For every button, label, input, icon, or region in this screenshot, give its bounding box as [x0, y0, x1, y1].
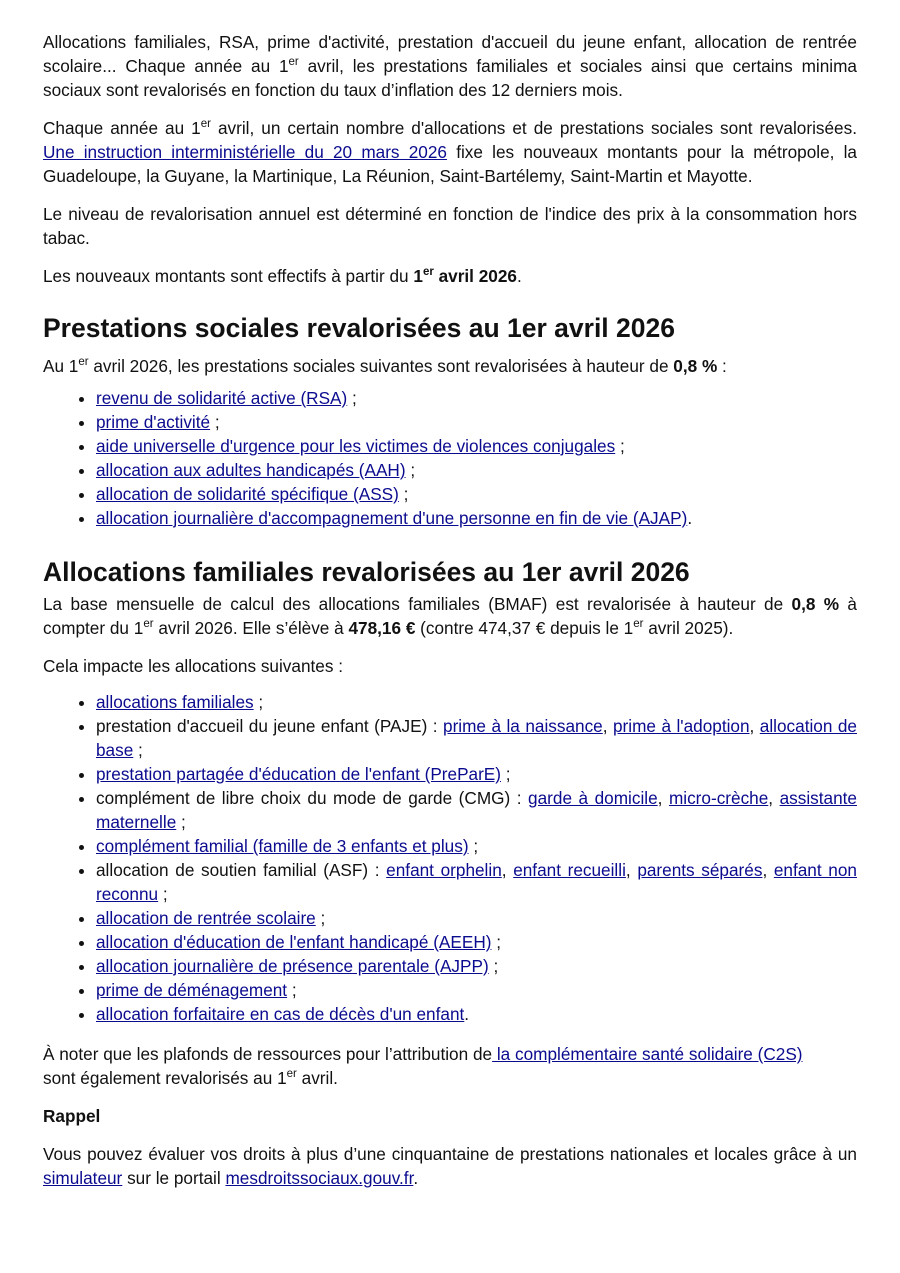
list-item	[96, 834, 857, 858]
text: ,	[762, 860, 774, 880]
text: À noter que les plafonds de ressources pour l’attribution de	[43, 1044, 493, 1064]
text: ;	[315, 908, 326, 928]
intro-paragraph-2	[43, 116, 857, 188]
text: .	[687, 508, 693, 528]
text: ;	[347, 388, 357, 408]
text: :	[717, 356, 727, 376]
text: à compter du 1	[43, 594, 857, 638]
text: ;	[210, 412, 220, 432]
rappel-title	[43, 1104, 857, 1128]
social-lead	[43, 354, 857, 378]
superscript: er	[288, 56, 299, 68]
prime-naissance-link[interactable]: prime à la naissance	[443, 716, 603, 736]
family-lead	[43, 592, 857, 640]
text: avril, un certain nombre d'allocations et de prestations sociales sont revalorisées.	[210, 118, 857, 138]
rsa-link[interactable]: revenu de solidarité active (RSA)	[96, 388, 348, 408]
prime-adoption-link[interactable]: prime à l'adoption	[613, 716, 750, 736]
text: avril 2025).	[643, 618, 734, 638]
text: ;	[615, 436, 625, 456]
text: ,	[602, 716, 613, 736]
c2s-link[interactable]: la complémentaire santé solidaire (C2S)	[492, 1044, 803, 1064]
superscript: er	[422, 266, 434, 278]
text: Au 1	[43, 356, 79, 376]
list-item	[96, 954, 857, 978]
af-link[interactable]: allocations familiales	[96, 692, 254, 712]
aide-urgence-link[interactable]: aide universelle d'urgence pour les victimes de violences conjugales	[96, 436, 616, 456]
text: ;	[501, 764, 511, 784]
prime-activite-link[interactable]: prime d'activité	[96, 412, 211, 432]
text: avril, les prestations familiales et sociales ainsi que certains minima sociaux sont revalorisés en fonction du taux d’inflation des 12 derniers mois.	[43, 56, 857, 100]
text: ,	[768, 788, 780, 808]
aeeh-link[interactable]: allocation d'éducation de l'enfant handicapé (AEEH)	[96, 932, 492, 952]
ajpp-link[interactable]: allocation journalière de présence parentale (AJPP)	[96, 956, 489, 976]
effective-date	[413, 266, 517, 286]
text: ,	[625, 860, 638, 880]
simulateur-link[interactable]: simulateur	[43, 1168, 123, 1188]
text: Rappel	[43, 1106, 101, 1126]
enfant-non-reconnu-link[interactable]: enfant non reconnu	[96, 860, 857, 904]
text: ;	[287, 980, 297, 1000]
text: complément de libre choix du mode de garde (CMG) :	[96, 788, 529, 808]
ass-link[interactable]: allocation de solidarité spécifique (ASS)	[96, 484, 399, 504]
text: ;	[488, 956, 499, 976]
prime-demenagement-link[interactable]: prime de déménagement	[96, 980, 288, 1000]
c2s-note	[43, 1042, 857, 1090]
family-list	[43, 690, 857, 1026]
text: 1	[413, 266, 423, 286]
text: ;	[158, 884, 168, 904]
intro-paragraph-1	[43, 30, 857, 102]
rate: 0,8 %	[673, 356, 718, 376]
mesdroitssociaux-link[interactable]: mesdroitssociaux.gouv.fr	[225, 1168, 414, 1188]
text: fixe les nouveaux montants pour la métropole, la Guadeloupe, la Guyane, la Martinique, La Réunion, Saint-Bartélemy, Saint-Martin et Mayotte.	[43, 142, 857, 186]
text: prestation d'accueil du jeune enfant (PAJE) :	[96, 716, 444, 736]
bmaf-amount: 478,16 €	[348, 618, 416, 638]
social-heading: Prestations sociales revalorisées au 1er avril 2026	[43, 313, 675, 343]
list-item	[96, 858, 857, 906]
text: avril 2026, les prestations sociales suivantes sont revalorisées à hauteur de	[88, 356, 674, 376]
text: ;	[405, 460, 416, 480]
list-item	[96, 410, 857, 434]
list-item	[96, 482, 857, 506]
prepare-link[interactable]: prestation partagée d'éducation de l'enfant (PreParE)	[96, 764, 501, 784]
instruction-link[interactable]: Une instruction interministérielle du 20 mars 2026	[43, 142, 447, 162]
list-item	[96, 458, 857, 482]
text: Les nouveaux montants sont effectifs à partir du	[43, 266, 414, 286]
micro-creche-link[interactable]: micro-crèche	[668, 788, 769, 808]
allocation-deces-link[interactable]: allocation forfaitaire en cas de décès d'un enfant	[96, 1004, 465, 1024]
superscript: er	[78, 356, 89, 368]
ajap-link[interactable]: allocation journalière d'accompagnement d'une personne en fin de vie (AJAP)	[96, 508, 688, 528]
parents-separes-link[interactable]: parents séparés	[637, 860, 763, 880]
text: .	[516, 266, 522, 286]
intro-paragraph-4	[43, 264, 857, 288]
text: (contre 474,37 € depuis le 1	[415, 618, 634, 638]
allocation-base-link[interactable]: allocation de base	[96, 716, 857, 760]
text: ;	[133, 740, 143, 760]
enfant-orphelin-link[interactable]: enfant orphelin	[386, 860, 502, 880]
text: ;	[491, 932, 502, 952]
list-item	[96, 386, 857, 410]
text: ;	[253, 692, 264, 712]
aah-link[interactable]: allocation aux adultes handicapés (AAH)	[96, 460, 406, 480]
list-item	[96, 714, 857, 762]
list-item	[96, 906, 857, 930]
text: avril.	[296, 1068, 338, 1088]
superscript: er	[633, 618, 644, 630]
garde-domicile-link[interactable]: garde à domicile	[528, 788, 658, 808]
text: ;	[468, 836, 479, 856]
intro-paragraph-3: Le niveau de revalorisation annuel est déterminé en fonction de l'indice des prix à la consommation hors tabac.	[43, 204, 857, 248]
superscript: er	[143, 618, 154, 630]
list-item	[96, 690, 857, 714]
text: La base mensuelle de calcul des allocations familiales (BMAF) est revalorisée à hauteur de	[43, 594, 792, 614]
text: .	[464, 1004, 470, 1024]
text: ;	[398, 484, 409, 504]
text: Allocations familiales, RSA, prime d'activité, prestation d'accueil du jeune enfant, allocation de rentrée scolaire... Chaque année au 1	[43, 32, 857, 76]
text: sont également revalorisés au 1	[43, 1068, 287, 1088]
list-item	[96, 1002, 857, 1026]
text: Chaque année au 1	[43, 118, 201, 138]
text: avril 2026. Elle s’élève à	[153, 618, 349, 638]
rappel-text	[43, 1142, 857, 1190]
impact-text: Cela impacte les allocations suivantes :	[43, 656, 343, 676]
list-item	[96, 930, 857, 954]
text: ,	[749, 716, 760, 736]
list-item	[96, 786, 857, 834]
text: Vous pouvez évaluer vos droits à plus d’une cinquantaine de prestations nationales et locales grâce à un	[43, 1144, 857, 1164]
list-item	[96, 434, 857, 458]
text: avril 2026	[433, 266, 517, 286]
text: .	[413, 1168, 419, 1188]
assistante-maternelle-link[interactable]: assistante maternelle	[96, 788, 857, 832]
social-list	[43, 386, 857, 530]
superscript: er	[286, 1068, 297, 1080]
list-item	[96, 762, 857, 786]
ars-link[interactable]: allocation de rentrée scolaire	[96, 908, 316, 928]
text: ;	[176, 812, 186, 832]
list-item	[96, 506, 857, 530]
text: sur le portail	[122, 1168, 226, 1188]
enfant-recueilli-link[interactable]: enfant recueilli	[513, 860, 626, 880]
text: allocation de soutien familial (ASF) :	[96, 860, 387, 880]
text: ,	[657, 788, 669, 808]
rate: 0,8 %	[791, 594, 840, 614]
text: ,	[501, 860, 514, 880]
complement-familial-link[interactable]: complément familial (famille de 3 enfants et plus)	[96, 836, 469, 856]
family-heading: Allocations familiales revalorisées au 1er avril 2026	[43, 557, 690, 587]
superscript: er	[200, 118, 211, 130]
list-item	[96, 978, 857, 1002]
